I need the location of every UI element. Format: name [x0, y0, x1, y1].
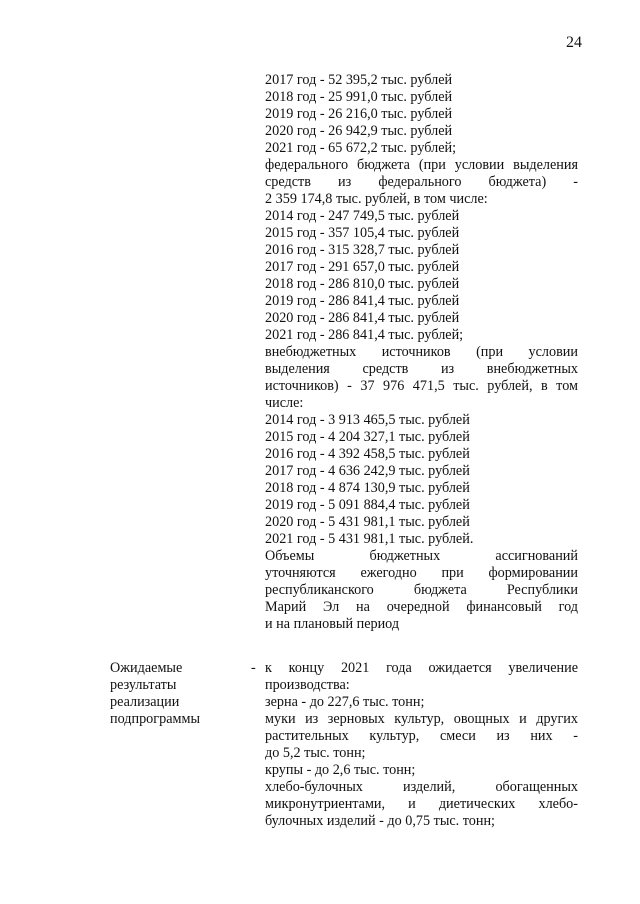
- republic-year-2020: 2020 год - 26 942,9 тыс. рублей: [265, 123, 453, 139]
- federal-year-2015: 2015 год - 357 105,4 тыс. рублей: [265, 225, 460, 241]
- federal-intro-line-3: 2 359 174,8 тыс. рублей, в том числе:: [265, 191, 488, 207]
- page-number: 24: [566, 34, 582, 51]
- federal-year-2014: 2014 год - 247 749,5 тыс. рублей: [265, 208, 460, 224]
- result-line-8: хлебо-булочных изделий, обогащенных: [265, 779, 578, 795]
- budget-note-line-1: Объемы бюджетных ассигнований: [265, 548, 578, 564]
- federal-intro-line-1: федерального бюджета (при условии выделения: [265, 157, 578, 173]
- result-line-5: растительных культур, смеси из них -: [265, 728, 578, 744]
- row-dash: -: [251, 660, 256, 676]
- extra-intro-line-2: выделения средств из внебюджетных: [265, 361, 578, 377]
- result-line-2: производства:: [265, 677, 350, 693]
- expected-results-label: [110, 660, 250, 728]
- extra-year-2016: 2016 год - 4 392 458,5 тыс. рублей: [265, 446, 470, 462]
- republic-year-2017: 2017 год - 52 395,2 тыс. рублей: [265, 72, 453, 88]
- budget-note-line-3: республиканского бюджета Республики: [265, 582, 578, 598]
- extra-year-2018: 2018 год - 4 874 130,9 тыс. рублей: [265, 480, 470, 496]
- extra-year-2021: 2021 год - 5 431 981,1 тыс. рублей.: [265, 531, 474, 547]
- result-line-4: муки из зерновых культур, овощных и других: [265, 711, 578, 727]
- federal-year-2020: 2020 год - 286 841,4 тыс. рублей: [265, 310, 460, 326]
- republic-year-2021: 2021 год - 65 672,2 тыс. рублей;: [265, 140, 457, 156]
- label-line-2: результаты: [110, 677, 177, 693]
- result-line-6: до 5,2 тыс. тонн;: [265, 745, 366, 761]
- extra-year-2014: 2014 год - 3 913 465,5 тыс. рублей: [265, 412, 470, 428]
- extra-year-2020: 2020 год - 5 431 981,1 тыс. рублей: [265, 514, 470, 530]
- label-line-1: Ожидаемые: [110, 660, 183, 676]
- finance-block: [265, 72, 578, 633]
- federal-year-2019: 2019 год - 286 841,4 тыс. рублей: [265, 293, 460, 309]
- extra-year-2017: 2017 год - 4 636 242,9 тыс. рублей: [265, 463, 470, 479]
- federal-year-2021: 2021 год - 286 841,4 тыс. рублей;: [265, 327, 464, 343]
- result-line-9: микронутриентами, и диетических хлебо-: [265, 796, 578, 812]
- extra-intro-line-1: внебюджетных источников (при условии: [265, 344, 578, 360]
- expected-results-text: [265, 660, 578, 830]
- result-line-1: к концу 2021 года ожидается увеличение: [265, 660, 578, 676]
- republic-year-2018: 2018 год - 25 991,0 тыс. рублей: [265, 89, 453, 105]
- result-line-3: зерна - до 227,6 тыс. тонн;: [265, 694, 425, 710]
- label-line-3: реализации: [110, 694, 180, 710]
- budget-note-line-5: и на плановый период: [265, 616, 400, 632]
- extra-year-2019: 2019 год - 5 091 884,4 тыс. рублей: [265, 497, 470, 513]
- federal-year-2016: 2016 год - 315 328,7 тыс. рублей: [265, 242, 460, 258]
- label-line-4: подпрограммы: [110, 711, 200, 727]
- result-line-10: булочных изделий - до 0,75 тыс. тонн;: [265, 813, 495, 829]
- budget-note-line-4: Марий Эл на очередной финансовый год: [265, 599, 578, 615]
- federal-intro-line-2: средств из федерального бюджета) -: [265, 174, 578, 190]
- federal-year-2017: 2017 год - 291 657,0 тыс. рублей: [265, 259, 460, 275]
- extra-year-2015: 2015 год - 4 204 327,1 тыс. рублей: [265, 429, 470, 445]
- federal-year-2018: 2018 год - 286 810,0 тыс. рублей: [265, 276, 460, 292]
- extra-intro-line-3: источников) - 37 976 471,5 тыс. рублей, в том: [265, 378, 578, 394]
- budget-note-line-2: уточняются ежегодно при формировании: [265, 565, 578, 581]
- republic-year-2019: 2019 год - 26 216,0 тыс. рублей: [265, 106, 453, 122]
- extra-intro-line-4: числе:: [265, 395, 304, 411]
- result-line-7: крупы - до 2,6 тыс. тонн;: [265, 762, 416, 778]
